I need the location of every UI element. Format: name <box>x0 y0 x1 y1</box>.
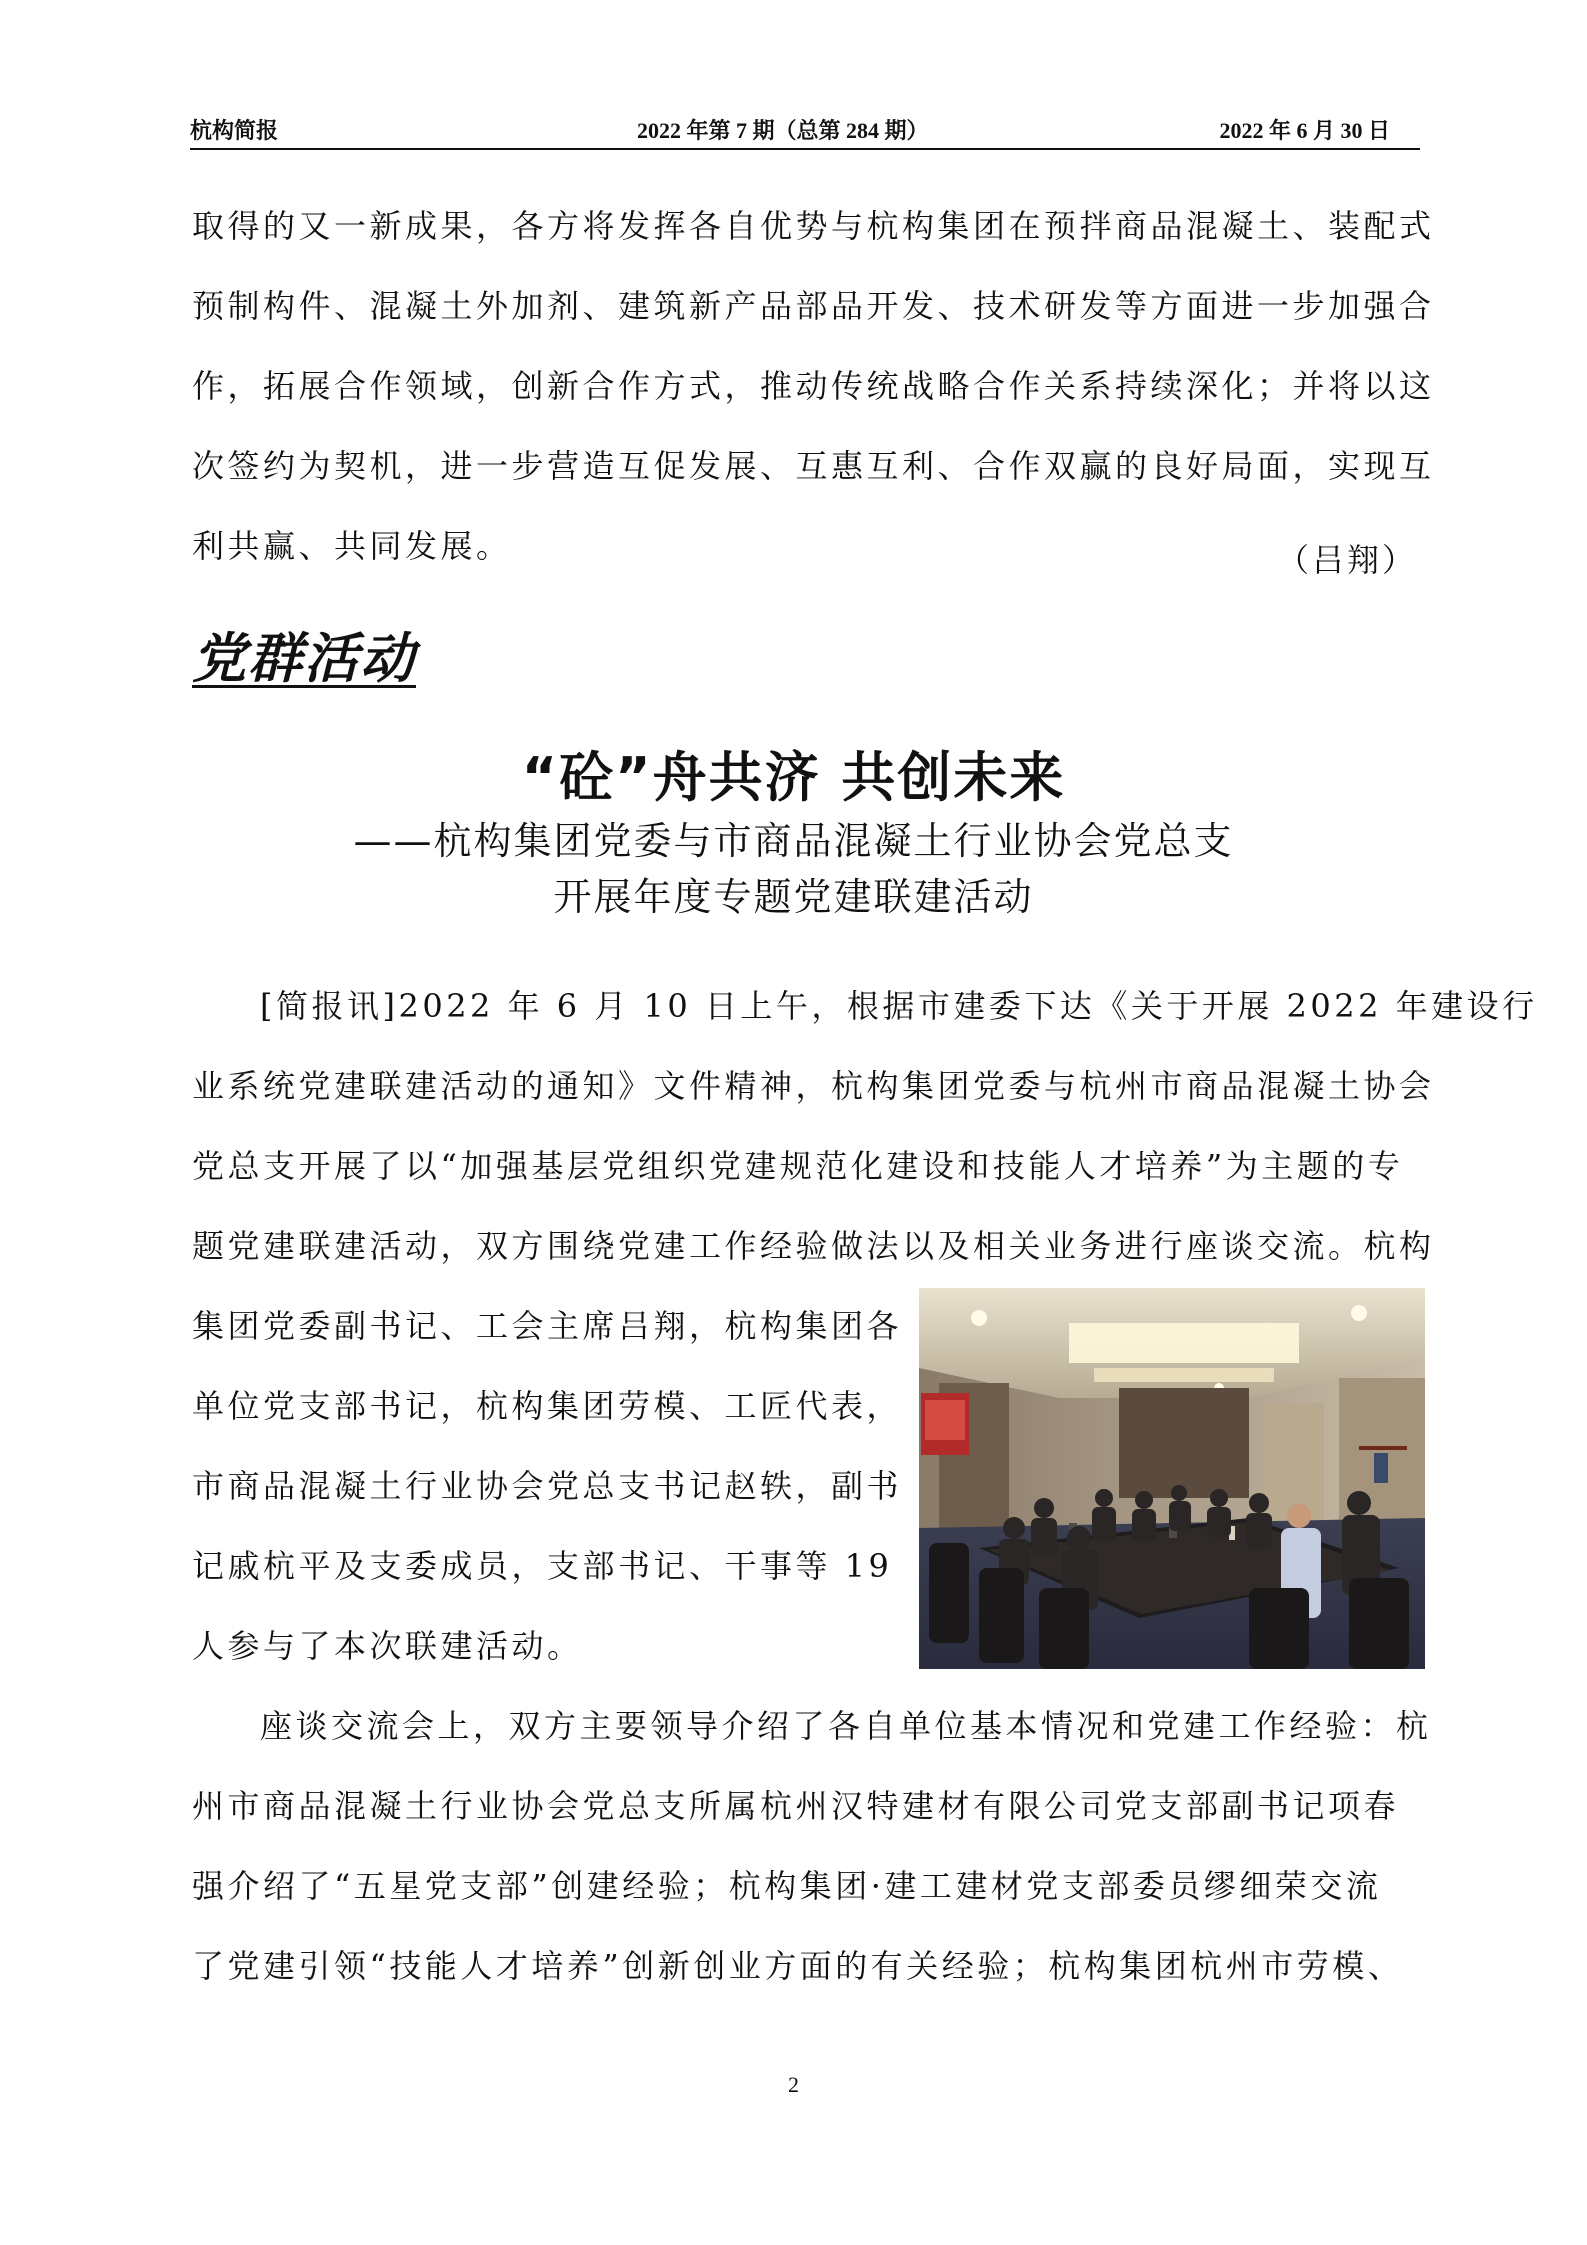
article-paragraph-1 <box>192 966 1538 1286</box>
text-line: 利共赢、共同发展。 <box>192 527 512 565</box>
text-line: 集团党委副书记、工会主席吕翔，杭构集团各 <box>192 1307 903 1345</box>
author-credit: （吕翔） <box>1276 541 1417 579</box>
article-subtitle-line-2: 开展年度专题党建联建活动 <box>553 875 1034 919</box>
text-line: 强介绍了“五星党支部”创建经验；杭构集团·建工建材党支部委员缪细荣交流 <box>192 1867 1382 1905</box>
text-line: 了党建引领“技能人才培养”创新创业方面的有关经验；杭构集团杭州市劳模、 <box>192 1947 1404 1985</box>
prev-article-text <box>192 186 1435 586</box>
meeting-photo <box>919 1288 1425 1669</box>
page-number: 2 <box>788 2072 799 2097</box>
issue-date: 2022 年 6 月 30 日 <box>1219 118 1390 143</box>
section-heading: 党群活动 <box>192 627 416 690</box>
text-line: 座谈交流会上，双方主要领导介绍了各自单位基本情况和党建工作经验：杭 <box>260 1707 1432 1745</box>
newsletter-name: 杭构简报 <box>190 118 279 143</box>
text-line: 人参与了本次联建活动。 <box>192 1627 583 1665</box>
text-line: 党总支开展了以“加强基层党组织党建规范化建设和技能人才培养”为主题的专 <box>192 1147 1404 1185</box>
issue-number: 2022 年第 7 期（总第 284 期） <box>637 118 929 143</box>
article-paragraph-2 <box>192 1686 1432 2006</box>
text-line: 作，拓展合作领域，创新合作方式，推动传统战略合作关系持续深化；并将以这 <box>192 367 1435 405</box>
text-line: 次签约为契机，进一步营造互促发展、互惠互利、合作双赢的良好局面，实现互 <box>192 447 1435 485</box>
text-line: [简报讯]2022 年 6 月 10 日上午，根据市建委下达《关于开展 2022 年建设行 <box>260 987 1538 1025</box>
text-line: 单位党支部书记，杭构集团劳模、工匠代表， <box>192 1387 903 1425</box>
page-header <box>190 108 1420 150</box>
text-line: 州市商品混凝土行业协会党总支所属杭州汉特建材有限公司党支部副书记项春 <box>192 1787 1400 1825</box>
article-paragraph-1-wrap <box>192 1286 903 1686</box>
text-line: 取得的又一新成果，各方将发挥各自优势与杭构集团在预拌商品混凝土、装配式 <box>192 207 1435 245</box>
text-line: 记戚杭平及支委成员，支部书记、干事等 19 <box>192 1547 893 1585</box>
text-line: 预制构件、混凝土外加剂、建筑新产品部品开发、技术研发等方面进一步加强合 <box>192 287 1435 325</box>
text-line: 市商品混凝土行业协会党总支书记赵轶，副书 <box>192 1467 903 1505</box>
text-line: 业系统党建联建活动的通知》文件精神，杭构集团党委与杭州市商品混凝土协会 <box>192 1067 1435 1105</box>
article-subtitle: ——杭构集团党委与市商品混凝土行业协会党总支 <box>353 819 1234 863</box>
text-line: 题党建联建活动，双方围绕党建工作经验做法以及相关业务进行座谈交流。杭构 <box>192 1227 1435 1265</box>
article-title: “砼”舟共济 共创未来 <box>521 746 1066 809</box>
